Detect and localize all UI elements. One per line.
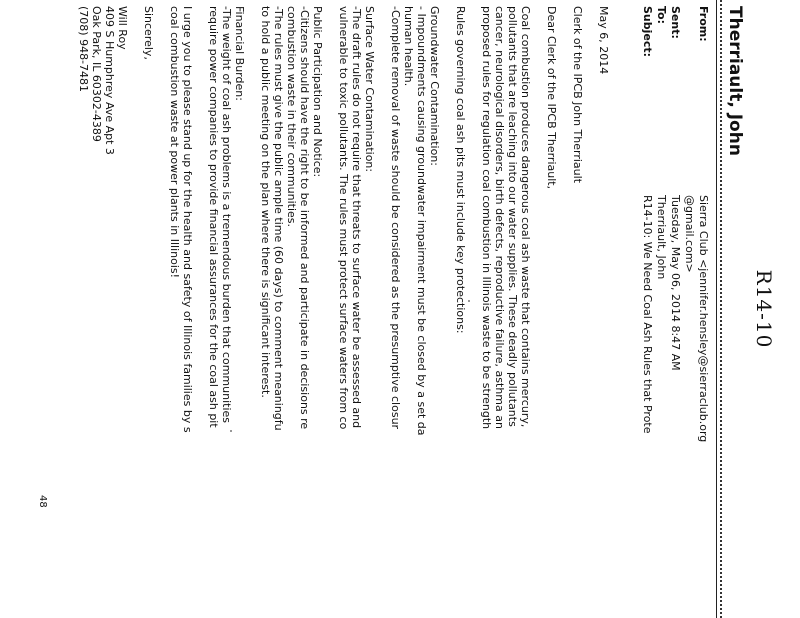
- letter-line: pollutants that are leaching into our water supplies. These deadly pollutants: [506, 6, 519, 427]
- letter-line: Will Roy: [116, 6, 129, 50]
- letter-line: vulnerable to toxic pollutants. The rules must protect surface waters from co: [337, 6, 350, 430]
- scan-speck: [468, 300, 470, 302]
- letter-line: - Impoundments causing groundwater impairment must be closed by a set da: [415, 6, 428, 436]
- letter-line: -The weight of coal ash problems is a tremendous burden that communities: [220, 6, 233, 424]
- letter-line: 409 S Humphrey Ave Apt 3: [103, 6, 116, 155]
- to-value: Therriault, John: [655, 195, 668, 280]
- subject-label: Subject:: [641, 6, 654, 58]
- letter-line: require power companies to provide financial assurances for the coal ash pit: [207, 6, 220, 428]
- scan-speck: [230, 430, 232, 432]
- letter-line: I urge you to please stand up for the health and safety of Illinois families by s: [181, 6, 194, 433]
- sent-label: Sent:: [669, 6, 682, 39]
- letter-line: human health.: [402, 6, 415, 87]
- letter-line: Surface Water Contamination:: [363, 6, 376, 173]
- letter-line: proposed rules for regulation coal combustion in Illinois waste to be strength: [480, 6, 493, 430]
- letter-line: to hold a public meeting on the plan where there is significant interest.: [259, 6, 272, 398]
- from-value: Sierra Club <jennifer.hensley@sierraclub.org: [697, 195, 710, 443]
- letter-line: Coal combustion produces dangerous coal ash waste that contains mercury,: [519, 6, 532, 428]
- letter-line: Clerk of the IPCB John Therriault: [571, 6, 584, 184]
- letter-line: Financial Burden:: [233, 6, 246, 101]
- header-divider: [716, 0, 717, 618]
- letter-line: -Complete removal of waste should be considered as the presumptive closur: [389, 6, 402, 430]
- letter-line: Rules governing coal ash pits must include key protections:: [454, 6, 467, 334]
- letter-line: -The rules must give the public ample time (60 days) to comment meaningfu: [272, 6, 285, 431]
- letter-line: Groundwater Contamination:: [428, 6, 441, 166]
- letter-line: Public Participation and Notice:: [311, 6, 324, 178]
- sender-name: Therriault, John: [725, 6, 745, 156]
- letter-line: Sincerely,: [142, 6, 155, 60]
- document-code: R14-10: [752, 269, 776, 349]
- from-label: From:: [697, 6, 710, 42]
- from-value-continued: @gmail.com>: [683, 195, 696, 273]
- letter-line: -The draft rules do not require that threats to surface water be assessed and: [350, 6, 363, 429]
- letter-line: (708) 948-7481: [77, 6, 90, 93]
- letter-line: cancer, neurological disorders, birth defects, reproductive failure, asthma an: [493, 6, 506, 429]
- letter-line: Oak Park, IL 60302-4389: [90, 6, 103, 142]
- page-number: 48: [37, 495, 48, 508]
- header-divider-dotted: [718, 0, 722, 618]
- letter-line: combustion waste in their communities.: [285, 6, 298, 228]
- subject-value: R14-10: We Need Coal Ash Rules that Prote: [641, 195, 654, 434]
- sent-value: Tuesday, May 06, 2014 8:47 AM: [669, 195, 682, 371]
- letter-line: Dear Clerk of the IPCB Therriault,: [545, 6, 558, 190]
- to-label: To:: [655, 6, 668, 24]
- letter-line: May 6, 2014: [597, 6, 610, 75]
- letter-line: -Citizens should have the right to be informed and participate in decisions re: [298, 6, 311, 430]
- letter-line: coal combustion waste at power plants in Illinois!: [168, 6, 181, 279]
